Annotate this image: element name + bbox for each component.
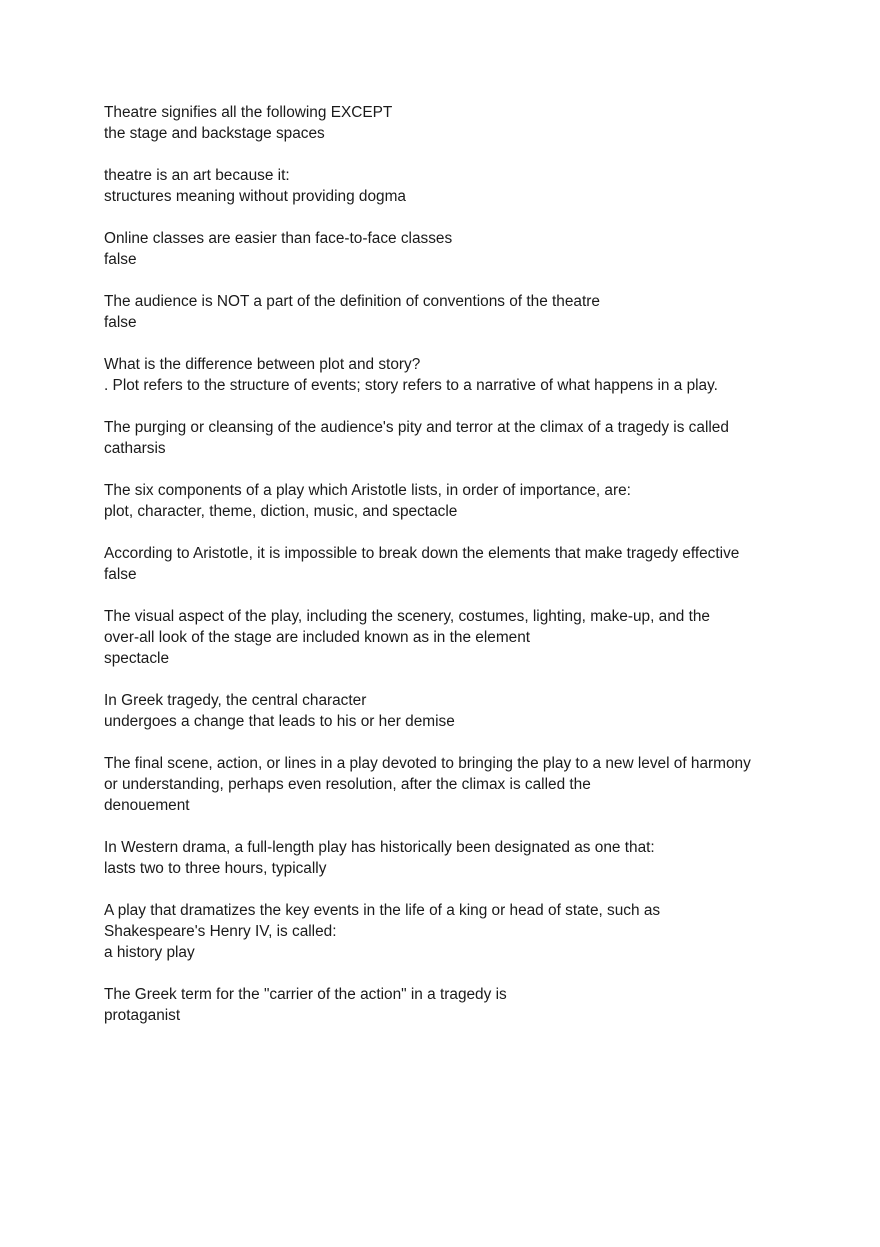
- answer-text: false: [104, 566, 137, 583]
- question-text: What is the difference between plot and story?: [104, 356, 421, 373]
- question-text: In Greek tragedy, the central character: [104, 692, 367, 709]
- answer-text: structures meaning without providing dogma: [104, 188, 406, 205]
- qa-item: [104, 102, 804, 144]
- qa-item: [104, 753, 804, 816]
- question-text: In Western drama, a full-length play has historically been designated as one that:: [104, 839, 655, 856]
- answer-text: false: [104, 314, 137, 331]
- question-text: The audience is NOT a part of the definition of conventions of the theatre: [104, 293, 600, 310]
- question-text: The purging or cleansing of the audience's pity and terror at the climax of a tragedy is called: [104, 419, 729, 436]
- question-text: The visual aspect of the play, including the scenery, costumes, lighting, make-up, and the: [104, 608, 710, 625]
- answer-text: protaganist: [104, 1007, 181, 1024]
- qa-item: [104, 984, 804, 1026]
- question-text: The final scene, action, or lines in a play devoted to bringing the play to a new level of harmony: [104, 755, 751, 772]
- question-text-continued: over-all look of the stage are included known as in the element: [104, 629, 531, 646]
- question-text: The six components of a play which Aristotle lists, in order of importance, are:: [104, 482, 631, 499]
- answer-text: plot, character, theme, diction, music, and spectacle: [104, 503, 458, 520]
- qa-item: [104, 291, 804, 333]
- answer-text: spectacle: [104, 650, 170, 667]
- qa-item: [104, 417, 804, 459]
- qa-item: [104, 228, 804, 270]
- question-text: A play that dramatizes the key events in the life of a king or head of state, such as: [104, 902, 661, 919]
- qa-item: [104, 837, 804, 879]
- question-text-continued: or understanding, perhaps even resolution, after the climax is called the: [104, 776, 591, 793]
- qa-item: [104, 543, 804, 585]
- question-text: theatre is an art because it:: [104, 167, 290, 184]
- document-page: [104, 102, 804, 1047]
- qa-item: [104, 165, 804, 207]
- answer-text: catharsis: [104, 440, 166, 457]
- qa-item: [104, 480, 804, 522]
- answer-text: denouement: [104, 797, 190, 814]
- answer-text: a history play: [104, 944, 195, 961]
- question-text: Theatre signifies all the following EXCEPT: [104, 104, 393, 121]
- qa-item: [104, 690, 804, 732]
- answer-text: false: [104, 251, 137, 268]
- question-text: Online classes are easier than face-to-face classes: [104, 230, 453, 247]
- answer-text: . Plot refers to the structure of events; story refers to a narrative of what happens in a play.: [104, 377, 718, 394]
- answer-text: undergoes a change that leads to his or her demise: [104, 713, 455, 730]
- qa-item: [104, 606, 804, 669]
- question-text: The Greek term for the "carrier of the action" in a tragedy is: [104, 986, 507, 1003]
- question-text: According to Aristotle, it is impossible to break down the elements that make tragedy effective: [104, 545, 740, 562]
- qa-item: [104, 354, 804, 396]
- qa-item: [104, 900, 804, 963]
- answer-text: lasts two to three hours, typically: [104, 860, 327, 877]
- answer-text: the stage and backstage spaces: [104, 125, 325, 142]
- question-text-continued: Shakespeare's Henry IV, is called:: [104, 923, 337, 940]
